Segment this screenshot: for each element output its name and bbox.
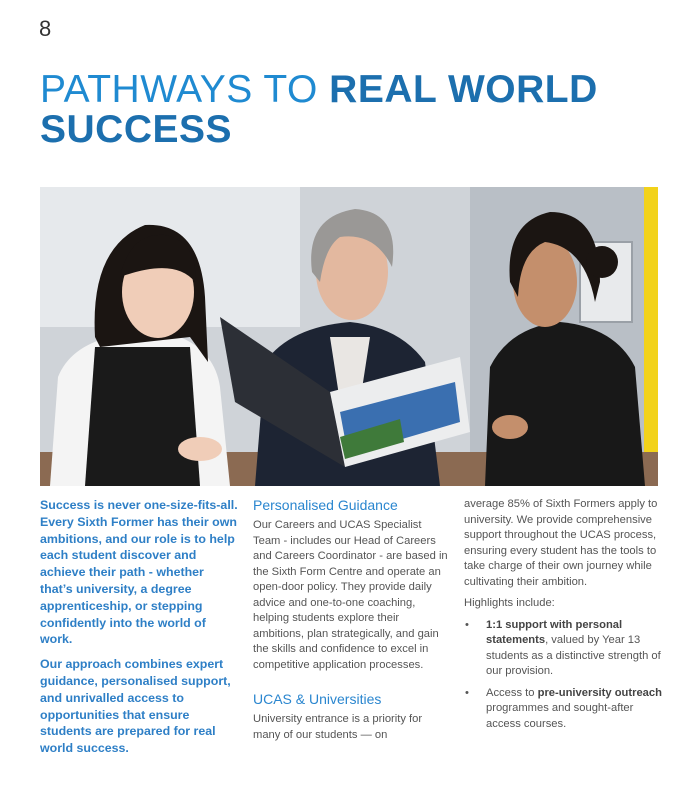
yellow-stripe — [644, 187, 658, 486]
hand-left — [178, 437, 222, 461]
page-title — [40, 70, 680, 150]
student-left-vest — [85, 347, 200, 486]
student-right-bun — [586, 246, 618, 278]
ucas-paragraph: University entrance is a priority for many of our students — on — [253, 713, 423, 741]
highlights-label: Highlights include: — [464, 597, 555, 609]
column-guidance — [253, 497, 449, 743]
ucas-continued-paragraph: average 85% of Sixth Formers apply to university. We provide comprehensive support throughout the UCAS process, ensuring every student has the tools to take charge of their own journey while cultivating their ambition. — [464, 498, 658, 588]
list-item: • Access to pre-university outreach programmes and sought-after access courses. — [464, 686, 664, 733]
list-item: • 1:1 support with personal statements, valued by Year 13 students as a distinctive strength of our provision. — [464, 618, 664, 680]
title-bold: REAL WORLD SUCCESS — [40, 68, 598, 151]
heading-personalised-guidance: Personalised Guidance — [253, 497, 398, 513]
intro-paragraph-1: Success is never one-size-fits-all. Every Sixth Former has their own ambitions, and our role is to help each student discover and achieve their path - whether that’s university, a degree apprenticeship, or stepping confidently into the world of work. — [40, 498, 238, 647]
column-ucas-continued — [464, 497, 664, 738]
heading-ucas-universities: UCAS & Universities — [253, 691, 382, 707]
title-light: PATHWAYS TO — [40, 68, 330, 111]
column-intro — [40, 497, 238, 765]
intro-paragraph-2: Our approach combines expert guidance, personalised support, and unrivalled access to opportunities that ensure students are prepared for real world success. — [40, 657, 231, 756]
hero-photo — [40, 187, 658, 486]
guidance-paragraph: Our Careers and UCAS Specialist Team - includes our Head of Careers and Careers Coordinator - are based in the Sixth Form Centre and operate an open-door policy. They provide daily advice and one-to-one coaching, helping students explore their ambitions, plan strategically, and gain the skills and confidence to excel in competitive application processes. — [253, 519, 448, 671]
highlights-list — [464, 618, 664, 733]
page-number: 8 — [39, 16, 52, 41]
hand-right — [492, 415, 528, 439]
